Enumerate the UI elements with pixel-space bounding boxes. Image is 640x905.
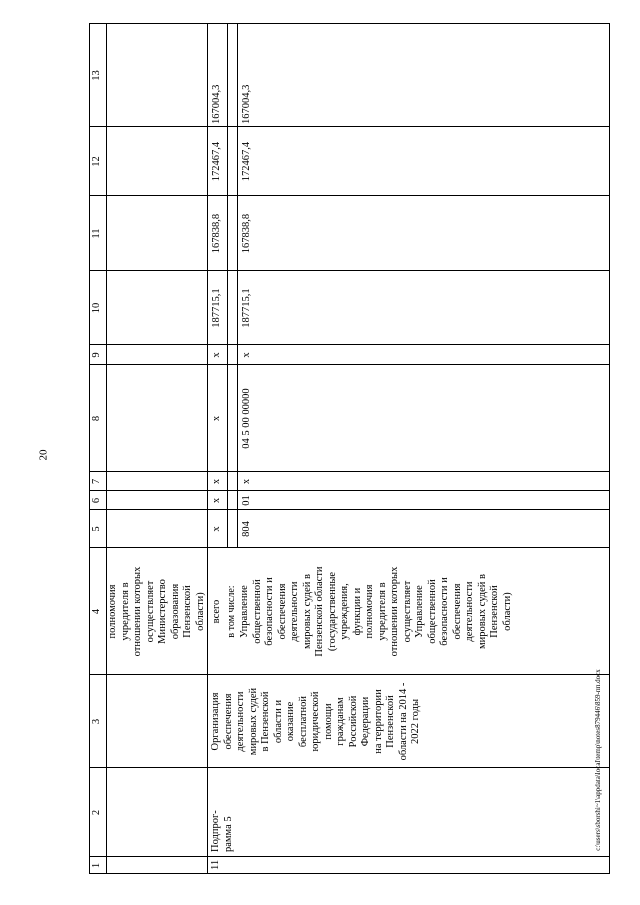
header-col-5: 5 — [91, 526, 102, 532]
total-col6: х — [211, 497, 222, 504]
rule-col8 — [89, 364, 609, 365]
header-col-1: 1 — [91, 862, 102, 869]
header-col-2: 2 — [91, 809, 102, 816]
rule-header-bottom — [106, 23, 107, 874]
rule-left — [89, 873, 609, 874]
carry-over-text: полномочия учредителя в отношении которых осуществляет Министерство образования Пензенской области) — [107, 566, 206, 657]
header-col-12: 12 — [91, 156, 102, 167]
detail-description: Управление общественной безопасности и обеспечения деятельности мировых судей в Пензенской области (государственные учреждения, функции и полномочия учредителя в отношении которых осуществляет Управление общественной безопасности и обеспечения деятельности мировых судей в Пензенской области) — [239, 566, 513, 657]
budget-table — [89, 23, 609, 874]
rule-total-bottom — [227, 23, 228, 548]
rule-col11 — [89, 195, 609, 196]
detail-col8: 04 5 00 00000 — [241, 388, 252, 449]
header-col-4: 4 — [91, 608, 102, 615]
total-col11: 167838,8 — [211, 213, 222, 254]
subprogram-label: Подпрог- рамма 5 — [210, 810, 234, 852]
header-col-13: 13 — [91, 70, 102, 81]
header-col-11: 11 — [91, 228, 102, 239]
footer-file-path: c:\users\sborshi~1\appdata\local\temp\notes879446\859-пп.docx — [594, 669, 602, 851]
rule-incl-bottom — [237, 23, 238, 548]
total-col8: х — [211, 415, 222, 422]
header-col-7: 7 — [91, 478, 102, 485]
detail-col5: 804 — [241, 521, 252, 537]
total-col5: х — [211, 526, 222, 532]
rule-col6 — [89, 490, 609, 491]
total-col13: 167004,3 — [211, 84, 222, 124]
detail-col11: 167838,8 — [241, 213, 252, 254]
total-label: всего — [211, 599, 222, 624]
rule-col9 — [89, 344, 609, 345]
page-number: 20 — [37, 449, 50, 461]
including-label: в том числе: — [226, 585, 237, 638]
detail-col13: 167004,3 — [241, 84, 252, 124]
total-col9: х — [211, 352, 222, 358]
detail-col12: 172467,4 — [241, 141, 252, 182]
rule-col5 — [89, 509, 609, 510]
rule-col10 — [89, 270, 609, 271]
rule-top — [89, 23, 90, 874]
detail-col9: х — [241, 352, 252, 358]
total-col10: 187715,1 — [211, 288, 222, 328]
rule-carry-bottom — [207, 23, 208, 874]
header-col-6: 6 — [91, 497, 102, 504]
header-col-10: 10 — [91, 302, 102, 314]
subprogram-title: Организация обеспечения деятельности мировых судей в Пензенской области и оказание бесплатной юридической помощи гражданам Российской Федерации на территории Пензенской области на 2014 - 2022 годы — [210, 682, 421, 761]
header-col-8: 8 — [91, 415, 102, 422]
rule-col1 — [89, 856, 609, 857]
detail-col6: 01 — [241, 495, 252, 506]
total-col7: х — [211, 478, 222, 485]
detail-col7: х — [241, 478, 252, 485]
rule-col7 — [89, 471, 609, 472]
rule-col12 — [89, 126, 609, 127]
rule-bottom — [609, 23, 610, 874]
rule-right — [89, 23, 609, 24]
total-col12: 172467,4 — [211, 141, 222, 182]
header-col-3: 3 — [91, 718, 102, 725]
rotated-table-sheet — [89, 23, 609, 874]
header-col-9: 9 — [91, 352, 102, 358]
row-number: 11 — [210, 859, 221, 870]
detail-col10: 187715,1 — [241, 288, 252, 328]
